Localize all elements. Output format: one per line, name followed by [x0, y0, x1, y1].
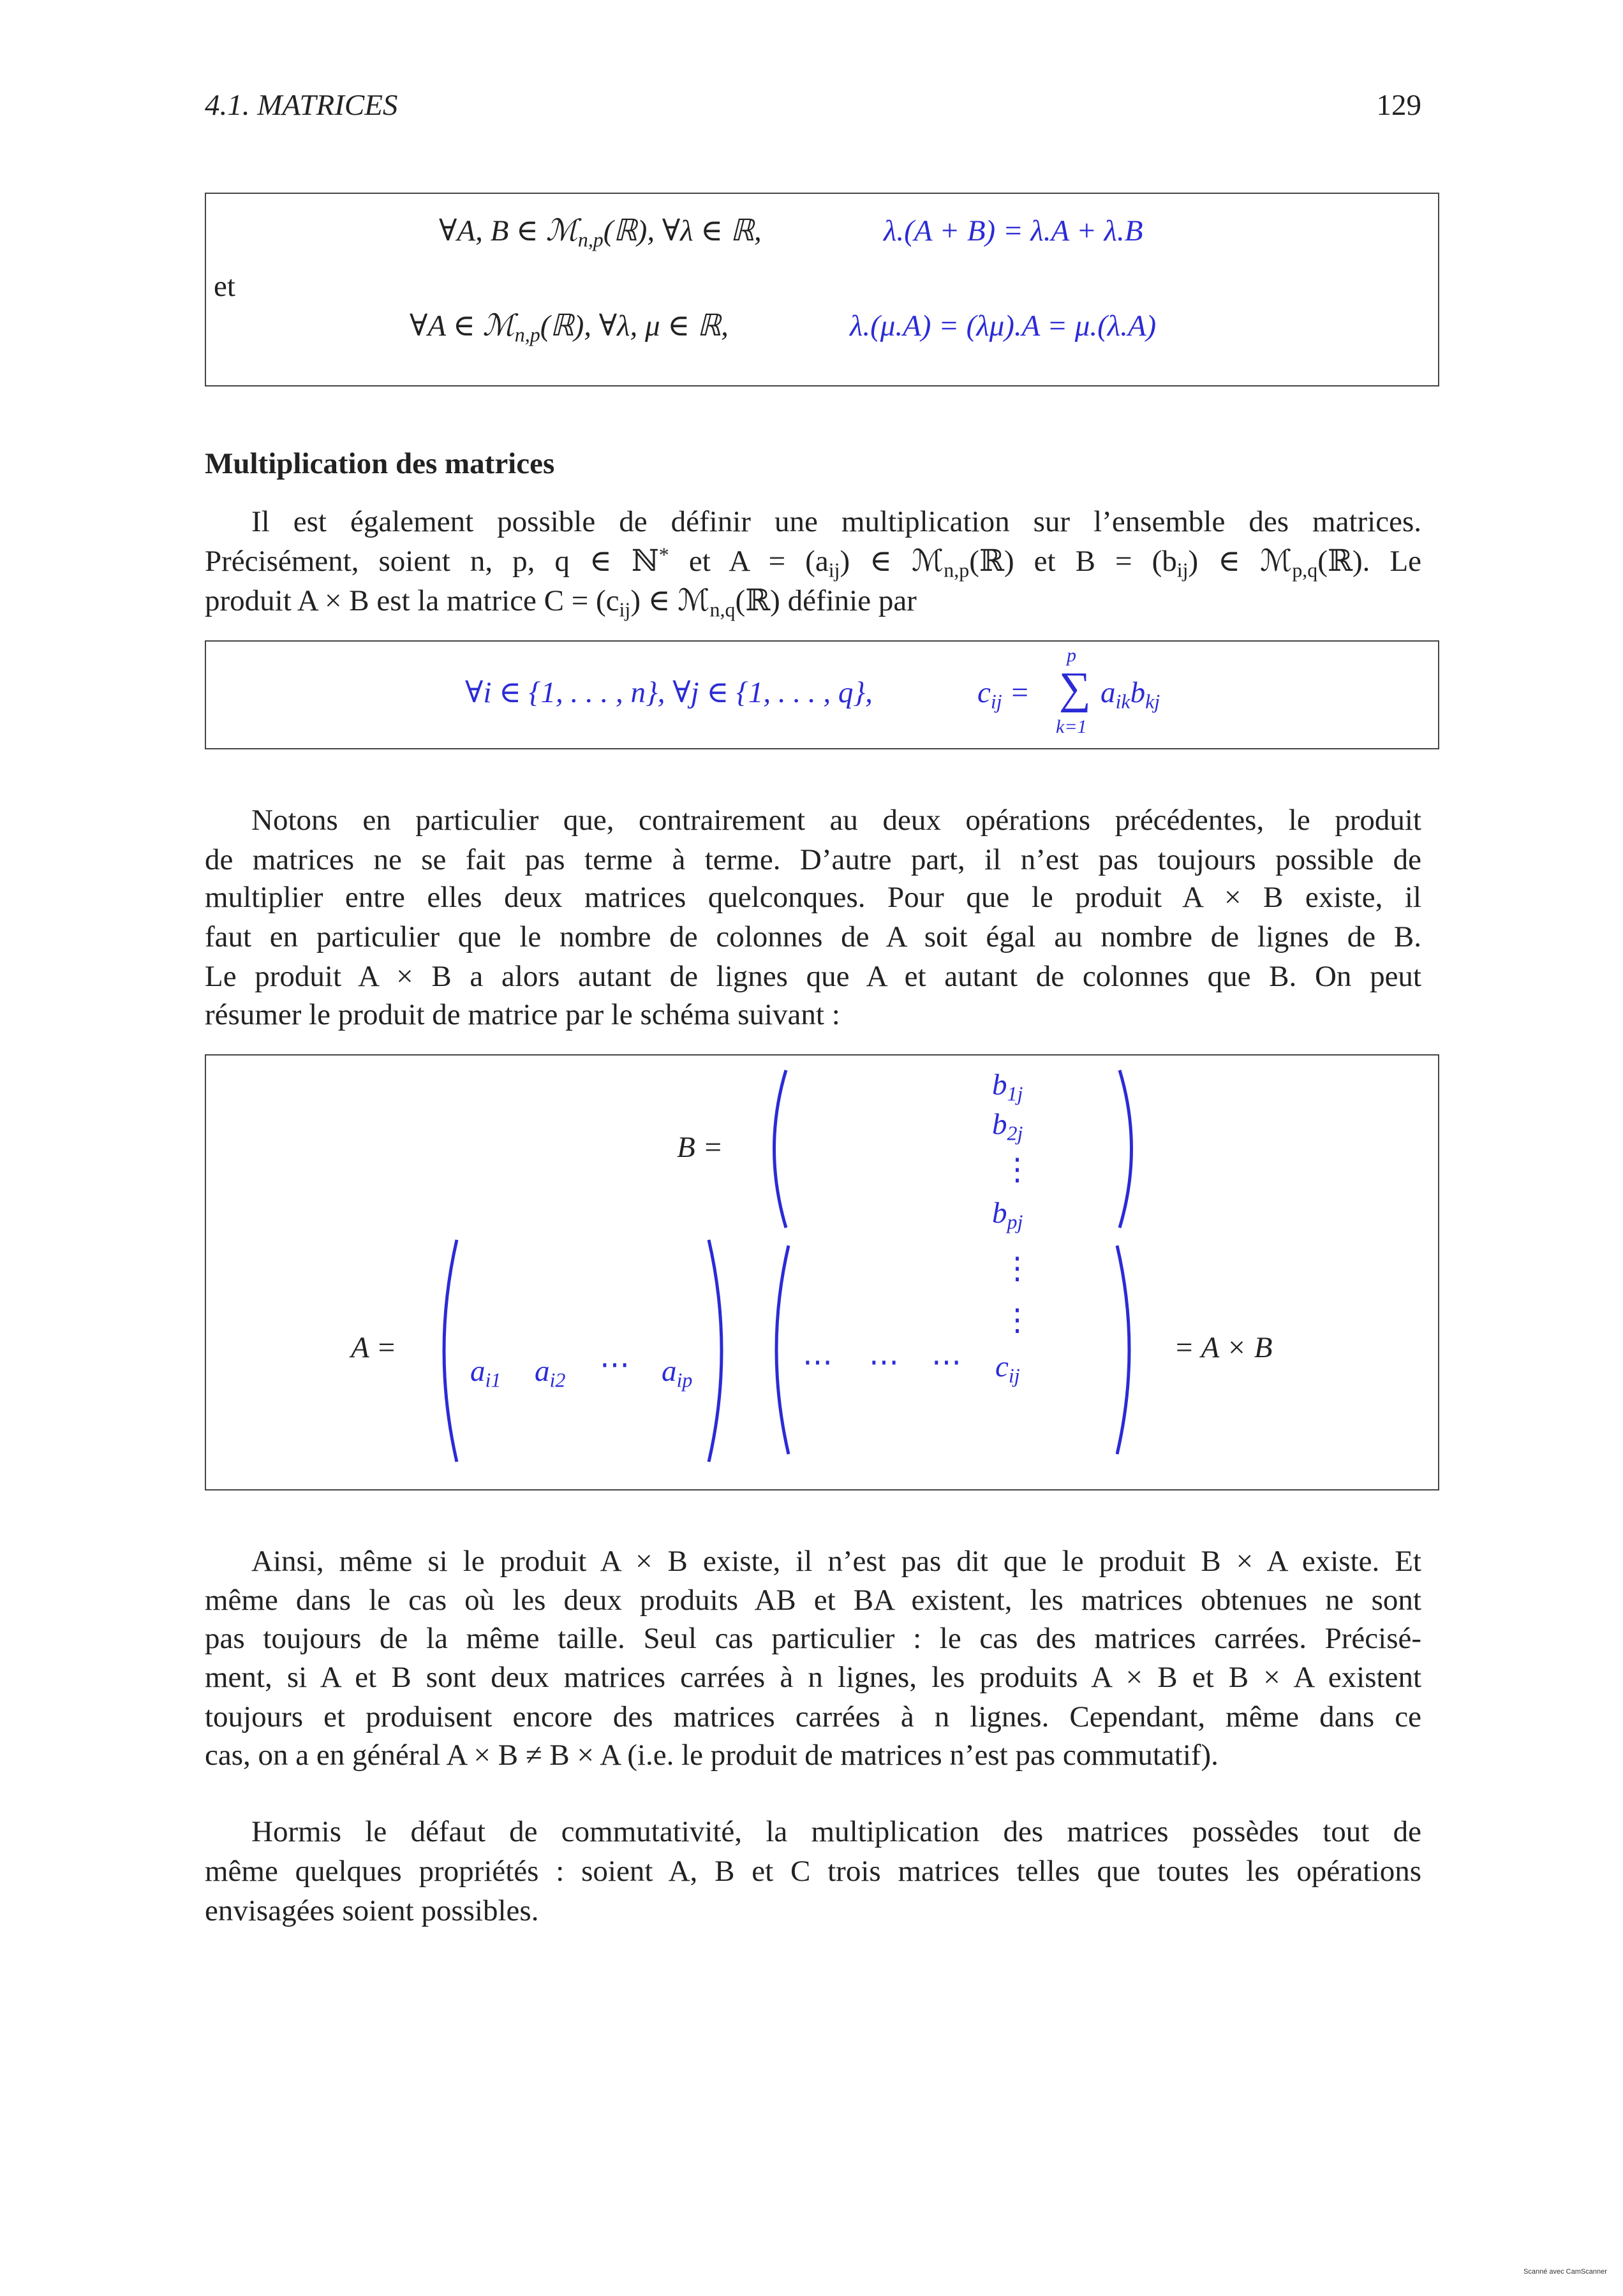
- formula-distributivity: λ.(A + B) = λ.A + λ.B: [884, 214, 1143, 247]
- paragraph-line: même dans le cas où les deux produits AB et BA existent, les matrices obtenues ne sont: [205, 1584, 1421, 1617]
- formula-associativity: λ.(μ.A) = (λμ).A = μ.(λ.A): [850, 309, 1157, 342]
- b-left-paren: [774, 1070, 787, 1228]
- paragraph-line: Il est également possible de définir une multiplication sur l’ensemble des matrices.: [251, 505, 1421, 538]
- paragraph-line: Notons en particulier que, contrairement au deux opérations précédentes, le produit: [251, 804, 1421, 837]
- a-entry: $a_{i1}$: [470, 1355, 501, 1392]
- paragraph-line: cas, on a en général A × B ≠ B × A (i.e. le produit de matrices n’est pas commutatif).: [205, 1739, 1219, 1772]
- b-entry: $b_{pj}$: [992, 1196, 1023, 1233]
- paragraph-line: pas toujours de la même taille. Seul cas particulier : le cas des matrices carrées. Précisé-: [205, 1622, 1421, 1655]
- running-header-section: 4.1. MATRICES: [205, 89, 398, 122]
- paragraph-line: de matrices ne se fait pas terme à terme. D’autre part, il n’est pas toujours possible de: [205, 843, 1421, 876]
- c-left-paren: [776, 1246, 789, 1454]
- paragraph-line: même quelques propriétés : soient A, B et C trois matrices telles que toutes les opérations: [205, 1855, 1421, 1888]
- c-right-paren: [1117, 1246, 1129, 1454]
- a-matrix-label: A =: [351, 1331, 397, 1364]
- paragraph-line: Hormis le défaut de commutativité, la multiplication des matrices possèdes tout de: [251, 1815, 1421, 1848]
- product-result-label: = A × B: [1174, 1331, 1273, 1364]
- formula-summand: $a_{ik}b_{kj}$: [1101, 676, 1160, 713]
- sum-lower-bound: k=1: [1056, 716, 1087, 737]
- a-entry: $a_{ip}$: [662, 1355, 693, 1392]
- page-number: 129: [1376, 89, 1421, 122]
- c-hdots: ⋯: [931, 1346, 961, 1379]
- c-vdots: ⋮: [1002, 1252, 1032, 1285]
- paragraph-line: ment, si A et B sont deux matrices carrées à n lignes, les produits A × B et B × A existent: [205, 1661, 1421, 1694]
- formula-associativity-quantifiers: ∀A ∈ ℳ$_{n,p}$(ℝ), ∀λ, μ ∈ ℝ,: [410, 309, 729, 346]
- paragraph-line: envisagées soient possibles.: [205, 1894, 539, 1927]
- paragraph-line: produit A × B est la matrice $C = (c_{ij})$ ∈ ℳ$_{n,q}$(ℝ) définie par: [205, 584, 917, 621]
- sum-symbol: ∑: [1059, 664, 1091, 713]
- paragraph-line: multiplier entre elles deux matrices quelconques. Pour que le produit A × B existe, il: [205, 881, 1421, 914]
- scanner-watermark: Scanné avec CamScanner: [1523, 2268, 1607, 2276]
- paragraph-line: faut en particulier que le nombre de colonnes de A soit égal au nombre de lignes de B.: [205, 920, 1421, 953]
- formula-distributivity-quantifiers: ∀A, B ∈ ℳ$_{n,p}$(ℝ), ∀λ ∈ ℝ,: [439, 214, 762, 251]
- a-left-paren: [444, 1240, 457, 1462]
- formula-cij-lhs: $c_{ij}$ =: [977, 676, 1030, 713]
- c-hdots: ⋯: [869, 1346, 899, 1379]
- c-hdots: ⋯: [803, 1346, 833, 1379]
- a-entry: $a_{i2}$: [535, 1355, 566, 1392]
- sum-upper-bound: p: [1067, 645, 1076, 666]
- b-right-paren: [1120, 1070, 1132, 1228]
- c-vdots: ⋮: [1002, 1304, 1032, 1337]
- formula-index-quantifiers: ∀i ∈ {1, . . . , n}, ∀j ∈ {1, . . . , q},: [465, 676, 873, 709]
- b-entry-vdots: ⋮: [1002, 1153, 1032, 1186]
- b-entry: $b_{1j}$: [992, 1068, 1023, 1105]
- paragraph-line: résumer le produit de matrice par le schéma suivant :: [205, 998, 840, 1031]
- paragraph-line: Ainsi, même si le produit A × B existe, il n’est pas dit que le produit B × A existe. Et: [251, 1545, 1421, 1578]
- paragraph-line: toujours et produisent encore des matrices carrées à n lignes. Cependant, même dans ce: [205, 1700, 1421, 1733]
- b-matrix-label: B =: [677, 1131, 723, 1164]
- paragraph-line: Précisément, soient n, p, q ∈ ℕ* et $A = (a_{ij})$ ∈ ℳ$_{n,p}$(ℝ) et $B = (b_{ij})$ ∈ ℳ$_{p,q}$(ℝ). Le: [205, 543, 1422, 582]
- b-entry: $b_{2j}$: [992, 1108, 1023, 1145]
- connector-et: et: [214, 270, 235, 303]
- a-entry-hdots: ⋯: [600, 1348, 630, 1381]
- a-right-paren: [709, 1240, 722, 1462]
- section-heading: Multiplication des matrices: [205, 447, 555, 480]
- c-entry: $c_{ij}$: [995, 1350, 1020, 1387]
- paragraph-line: Le produit A × B a alors autant de lignes que A et autant de colonnes que B. On peut: [205, 960, 1421, 993]
